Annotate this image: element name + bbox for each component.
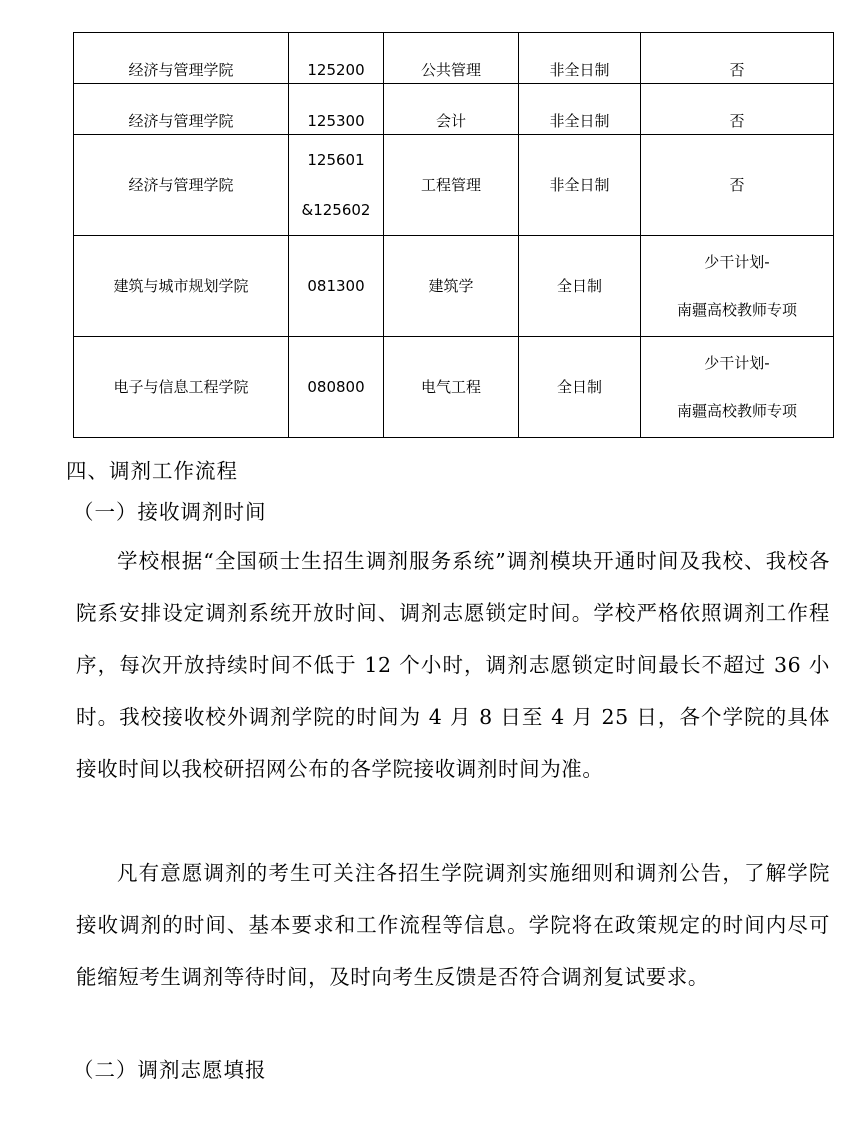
major-name-cell: 工程管理 <box>384 135 519 236</box>
major-name-cell: 电气工程 <box>384 337 519 438</box>
section-heading: 四、调剂工作流程 <box>66 459 238 483</box>
major-code-line: 125601 <box>307 151 365 169</box>
subsection-heading-application: （二）调剂志愿填报 <box>73 1058 267 1082</box>
special-plan-line: 少干计划- <box>704 354 770 372</box>
study-mode-cell: 全日制 <box>519 337 641 438</box>
college-cell: 经济与管理学院 <box>74 33 289 84</box>
special-plan-cell <box>641 337 834 438</box>
major-code-cell <box>289 135 384 236</box>
major-code-cell: 125200 <box>289 33 384 84</box>
special-plan-cell <box>641 236 834 337</box>
major-code-cell: 081300 <box>289 236 384 337</box>
special-plan-cell: 否 <box>641 135 834 236</box>
table-row <box>74 236 834 337</box>
major-name-cell: 建筑学 <box>384 236 519 337</box>
paragraph-applicant-notice: 凡有意愿调剂的考生可关注各招生学院调剂实施细则和调剂公告，了解学院接收调剂的时间、基本要求和工作流程等信息。学院将在政策规定的时间内尽可能缩短考生调剂等待时间，及时向考生反馈是否符合调剂复试要求。 <box>76 861 830 989</box>
major-code-line: &125602 <box>301 201 371 219</box>
study-mode-cell: 非全日制 <box>519 84 641 135</box>
special-plan-line: 少干计划- <box>704 253 770 271</box>
major-name-cell: 会计 <box>384 84 519 135</box>
table-row <box>74 33 834 84</box>
study-mode-cell: 非全日制 <box>519 135 641 236</box>
adjustment-table <box>73 32 834 438</box>
major-name-cell: 公共管理 <box>384 33 519 84</box>
college-cell: 经济与管理学院 <box>74 84 289 135</box>
subsection-heading-receive-time: （一）接收调剂时间 <box>73 500 267 524</box>
table-row <box>74 135 834 236</box>
study-mode-cell: 全日制 <box>519 236 641 337</box>
special-plan-cell: 否 <box>641 33 834 84</box>
major-code-cell: 080800 <box>289 337 384 438</box>
special-plan-cell: 否 <box>641 84 834 135</box>
special-plan-line: 南疆高校教师专项 <box>676 301 797 319</box>
study-mode-cell: 非全日制 <box>519 33 641 84</box>
special-plan-line: 南疆高校教师专项 <box>676 402 797 420</box>
major-code-cell: 125300 <box>289 84 384 135</box>
paragraph-receive-time: 学校根据“全国硕士生招生调剂服务系统”调剂模块开通时间及我校、我校各院系安排设定调剂系统开放时间、调剂志愿锁定时间。学校严格依照调剂工作程序，每次开放持续时间不低于 12 个小时，调剂志愿锁定时间最长不超过 36 小时。我校接收校外调剂学院的时间为 4 月 8 日至 4 月 25 日，各个学院的具体接收时间以我校研招网公布的各学院接收调剂时间为准。 <box>76 549 830 781</box>
college-cell: 建筑与城市规划学院 <box>74 236 289 337</box>
college-cell: 电子与信息工程学院 <box>74 337 289 438</box>
table-row <box>74 337 834 438</box>
college-cell: 经济与管理学院 <box>74 135 289 236</box>
table-row <box>74 84 834 135</box>
